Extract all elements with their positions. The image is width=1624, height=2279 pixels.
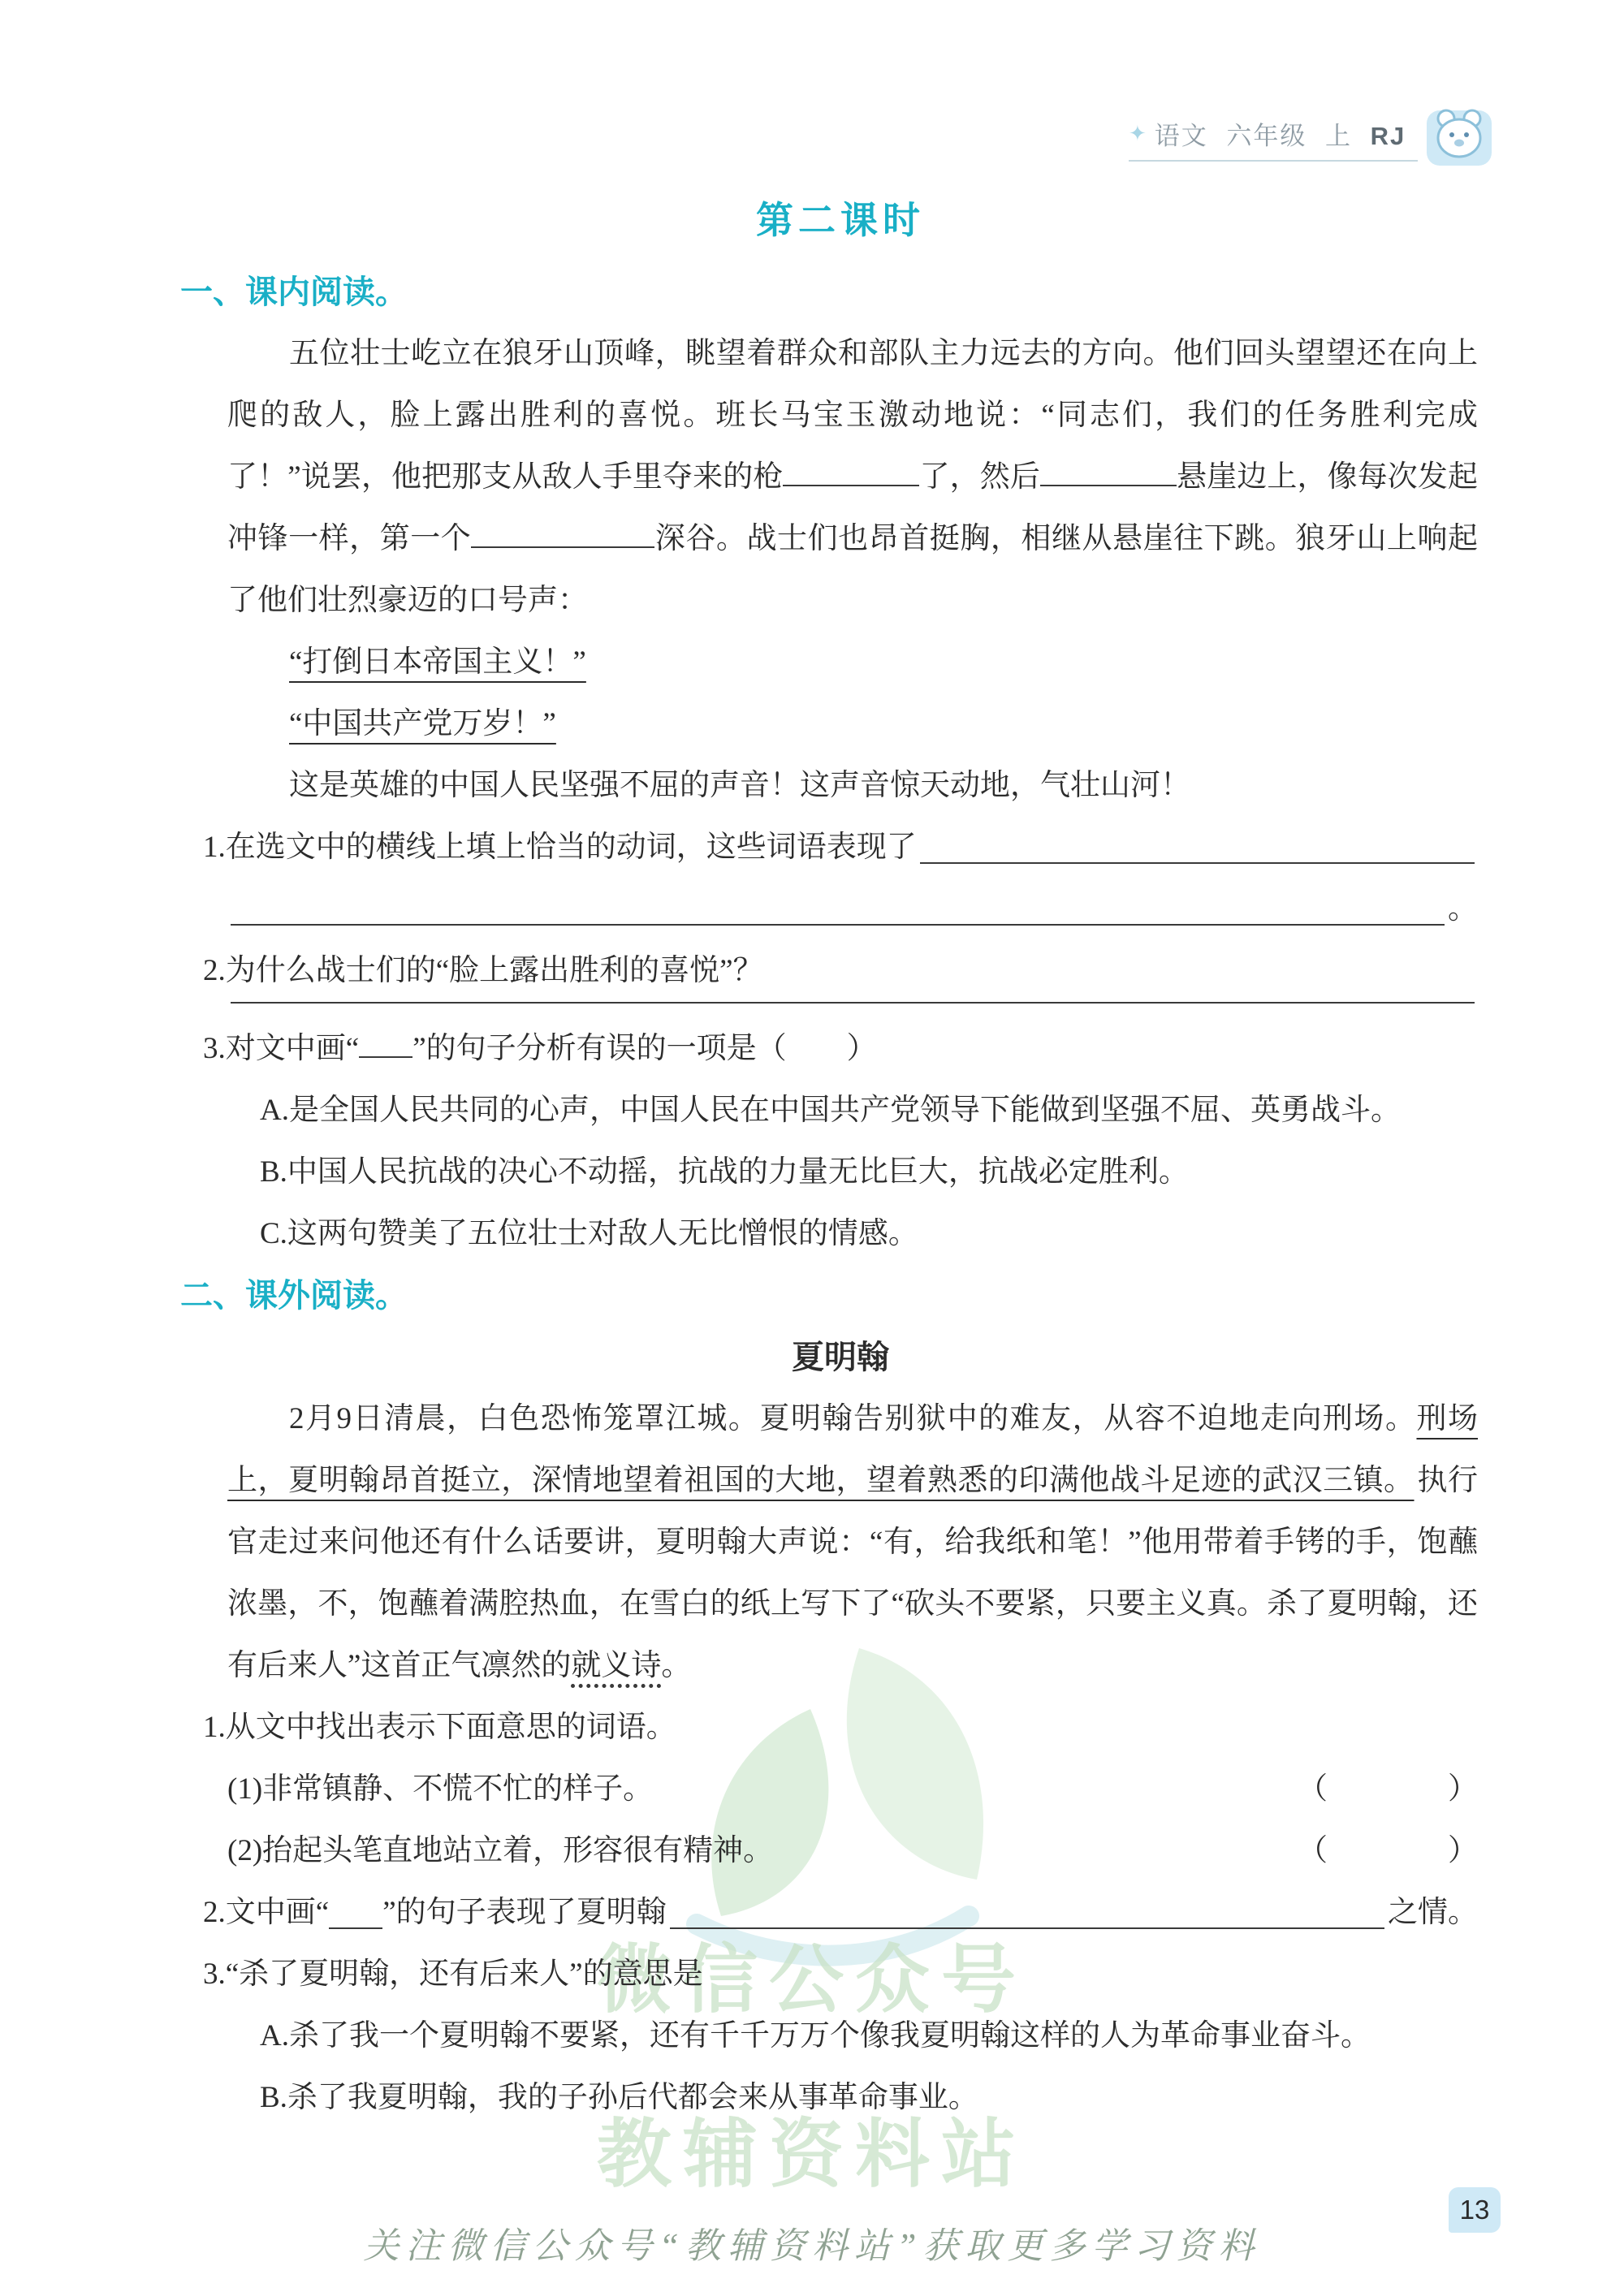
page-number: 13 (1459, 2195, 1490, 2225)
section2-question-1: 1.从文中找出表示下面意思的词语。 (203, 1711, 676, 1744)
answer-paren: （ ） (1298, 1772, 1478, 1806)
period-text: 。 (1448, 892, 1478, 926)
slogan-text: “打倒日本帝国主义！” (289, 645, 586, 679)
underlined-slogan-1 (289, 632, 1478, 693)
passage-text: 深谷。战士们也昂首挺胸，相继从悬崖往下跳。狼牙山上响起了他们壮烈豪迈的口号声： (227, 522, 1478, 617)
header-divider (1129, 160, 1418, 162)
watermark-text-2: 教辅资料站 (596, 2113, 1027, 2196)
underlined-passage: 刑场上，夏明翰昂首挺立，深情地望着祖国的大地，望着熟悉的印满他战斗足迹的武汉三镇。 (227, 1402, 1479, 1497)
passage-text: 五位壮士屹立在狼牙山顶峰，眺望着群众和部队主力远去的方向。他们回头望望还在向上爬的敌人，脸上露出胜利的喜悦。班长马宝玉激动地说：“同志们，我们的任务胜利完成了！”说罢，他把那支从敌人手里夺来的枪 (227, 337, 1478, 494)
question-3-option-a: A.是全国人民共同的心声，中国人民在中国共产党领导下能做到坚强不屈、英勇战斗。 (260, 1094, 1401, 1127)
underlined-slogan-2 (289, 693, 1478, 755)
section2-question-3: 3.“杀了夏明翰，还有后来人”的意思是 (203, 1957, 703, 1991)
question-2: 2.为什么战士们的“脸上露出胜利的喜悦”？ (203, 954, 763, 987)
book-grade: 六年级 (1226, 122, 1307, 150)
section2-passage (227, 1388, 1478, 1697)
footer-note: 关注微信公众号“教辅资料站”获取更多学习资料 (363, 2226, 1261, 2266)
passage-text: 2月9日清晨，白色恐怖笼罩江城。夏明翰告别狱中的难友，从容不迫地走向刑场。 (289, 1402, 1417, 1435)
question-1-answer-line (227, 878, 1478, 940)
question-3 (203, 1018, 1478, 1080)
spacer (773, 1820, 1298, 1882)
reading-title: 夏明翰 (792, 1340, 889, 1375)
book-edition: RJ (1370, 122, 1406, 150)
section1-passage-ending: 这是英雄的中国人民坚强不屈的声音！这声音惊天动地，气壮山河！ (289, 769, 1190, 802)
answer-line (670, 1927, 1384, 1929)
answer-line (231, 1002, 1475, 1004)
question-text: ”的句子分析有误的一项是（ ） (412, 1032, 877, 1065)
question-text: ”的句子表现了夏明翰 (382, 1896, 667, 1929)
passage-text: 执行官走过来问他还有什么话要讲，夏明翰大声说：“有，给我纸和笔！”他用带着手铐的手，饱蘸浓墨，不，饱蘸着满腔热血，在雪白的纸上写下了“砍头不要紧，只要主义真。杀了夏明翰，还有后来人”这首正气凛然的 (227, 1464, 1479, 1682)
vocab-definition: (1)非常镇静、不慌不忙的样子。 (227, 1772, 654, 1806)
answer-paren: （ ） (1298, 1834, 1478, 1867)
section2-question-2 (203, 1882, 1478, 1944)
section1-passage (227, 323, 1478, 632)
bear-icon (1424, 101, 1494, 169)
section2-heading: 二、课外阅读。 (180, 1278, 408, 1314)
section2-question-3-option-b: B.杀了我夏明翰，我的子孙后代都会来从事革命事业。 (260, 2081, 978, 2114)
question-text: 之情。 (1388, 1896, 1478, 1929)
answer-line (231, 924, 1445, 926)
question-3-option-c: C.这两句赞美了五位壮士对敌人无比憎恨的情感。 (260, 1217, 918, 1250)
page-header (1129, 115, 1494, 162)
question-text: 2.文中画“ (203, 1896, 330, 1929)
section1-heading: 一、课内阅读。 (180, 274, 408, 310)
fill-in-blank-1 (783, 485, 919, 486)
passage-text: 了，然后 (919, 460, 1040, 494)
emphasized-term: 就义诗 (571, 1649, 661, 1688)
slogan-text: “中国共产党万岁！” (289, 707, 556, 740)
fill-in-blank-3 (471, 546, 654, 548)
quoted-blank (359, 1056, 412, 1058)
fill-in-blank-2 (1040, 485, 1177, 486)
question-text: 1.在选文中的横线上填上恰当的动词，这些词语表现了 (203, 831, 917, 864)
passage-text: 悬崖边上，像每次发起冲锋一样，第一个 (227, 460, 1479, 555)
lesson-title: 第二课时 (756, 199, 925, 241)
passage-text: 。 (661, 1649, 692, 1682)
vocab-item-1 (227, 1759, 1478, 1820)
watermark-text-1: 微信公众号 (596, 1939, 1027, 2022)
book-subject: 语文 (1154, 122, 1208, 150)
vocab-item-2 (227, 1820, 1478, 1882)
question-3-option-b: B.中国人民抗战的决心不动摇，抗战的力量无比巨大，抗战必定胜利。 (260, 1155, 1189, 1189)
quoted-blank (329, 1927, 382, 1929)
question-1 (203, 817, 1478, 878)
answer-line (920, 862, 1475, 864)
book-volume: 上 (1325, 122, 1353, 150)
question-2-answer-line (227, 1002, 1478, 1018)
sparkle-icon: ✦ (1129, 121, 1147, 145)
book-info (1155, 115, 1406, 152)
question-text: 3.对文中画“ (203, 1032, 360, 1065)
vocab-definition: (2)抬起头笔直地站立着，形容很有精神。 (227, 1834, 774, 1867)
worksheet-content (180, 192, 1479, 2129)
section2-question-3-option-a: A.杀了我一个夏明翰不要紧，还有千千万万个像我夏明翰这样的人为革命事业奋斗。 (260, 2019, 1371, 2052)
spacer (653, 1759, 1298, 1820)
